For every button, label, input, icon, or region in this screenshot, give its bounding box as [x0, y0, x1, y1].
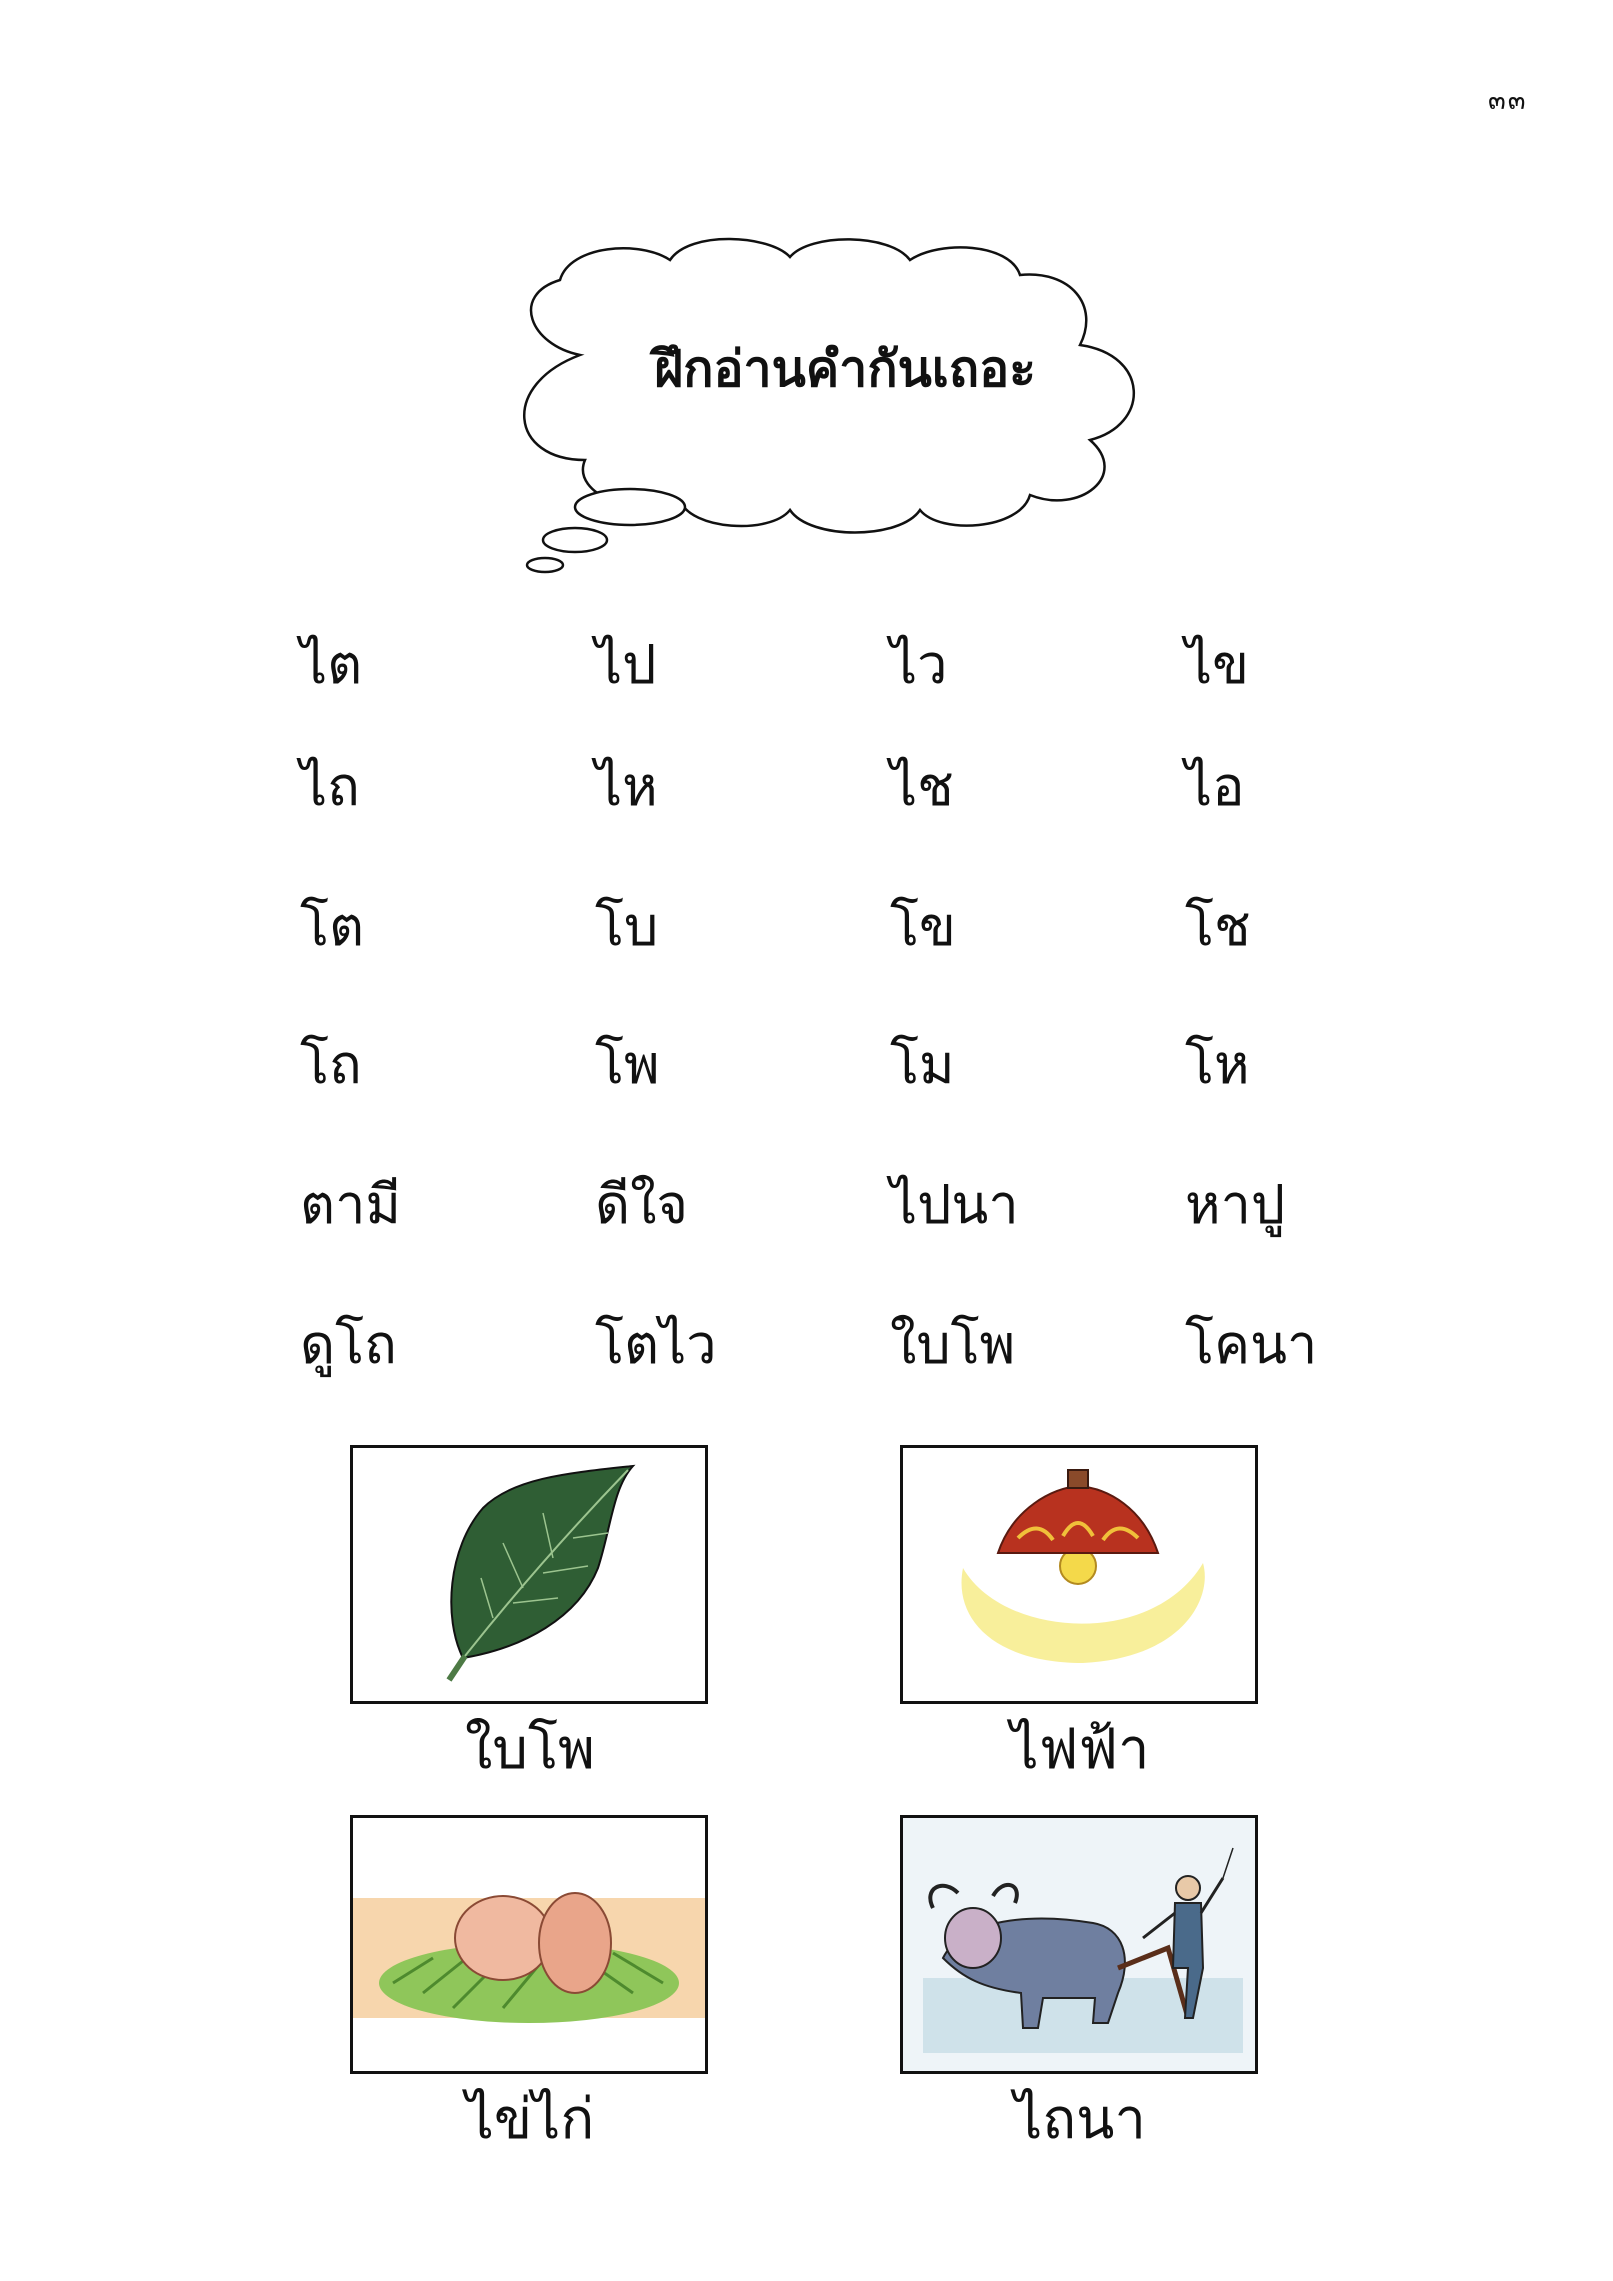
word: ดูโถ: [300, 1313, 397, 1376]
picture-frame: [350, 1815, 708, 2074]
word: โห: [1185, 1033, 1250, 1096]
picture-card: [350, 1445, 710, 1786]
word-row: [300, 1165, 1400, 1245]
word: ไข: [1185, 633, 1250, 696]
word: โบ: [595, 895, 659, 958]
word: โถ: [300, 1033, 362, 1096]
word: ไป: [595, 633, 657, 696]
picture-frame: [350, 1445, 708, 1704]
word-row: [300, 1025, 1400, 1105]
word: โตไว: [595, 1313, 717, 1376]
picture-caption: ไถนา: [1014, 2087, 1146, 2152]
word: ไปนา: [890, 1173, 1019, 1236]
picture-caption: ใบโพ: [465, 1717, 595, 1782]
lamp-icon: [903, 1448, 1255, 1701]
word: โพ: [595, 1033, 660, 1096]
word-row: [300, 1305, 1400, 1385]
picture-frame: [900, 1445, 1258, 1704]
picture-card: [900, 1815, 1260, 2156]
word: ไต: [300, 633, 363, 696]
word: โต: [300, 895, 365, 958]
picture-card: [900, 1445, 1260, 1786]
word-row: [300, 887, 1400, 967]
leaf-icon: [353, 1448, 705, 1701]
word: หาปู: [1185, 1173, 1286, 1236]
word: ไถ: [300, 755, 360, 818]
page-title: ฝึกอ่านคำกันเถอะ: [653, 339, 1037, 398]
word: ไว: [890, 633, 948, 696]
word: ดีใจ: [595, 1173, 689, 1236]
picture-card: [350, 1815, 710, 2156]
picture-frame: [900, 1815, 1258, 2074]
word: โช: [1185, 895, 1251, 958]
word: ตามี: [300, 1173, 401, 1236]
word: โม: [890, 1033, 955, 1096]
word-row: [300, 625, 1400, 705]
word: ใบโพ: [890, 1313, 1016, 1376]
word-row: [300, 747, 1400, 827]
eggs-icon: [353, 1818, 705, 2071]
plowing-buffalo-icon: [903, 1818, 1255, 2071]
word: ไห: [595, 755, 658, 818]
word: โข: [890, 895, 956, 958]
word: ไอ: [1185, 755, 1245, 818]
picture-caption: ไฟฟ้า: [1010, 1717, 1150, 1782]
word: โคนา: [1185, 1313, 1318, 1376]
word: ไช: [890, 755, 954, 818]
picture-caption: ไข่ไก่: [465, 2087, 595, 2152]
page-number: ๓๓: [1488, 86, 1528, 116]
